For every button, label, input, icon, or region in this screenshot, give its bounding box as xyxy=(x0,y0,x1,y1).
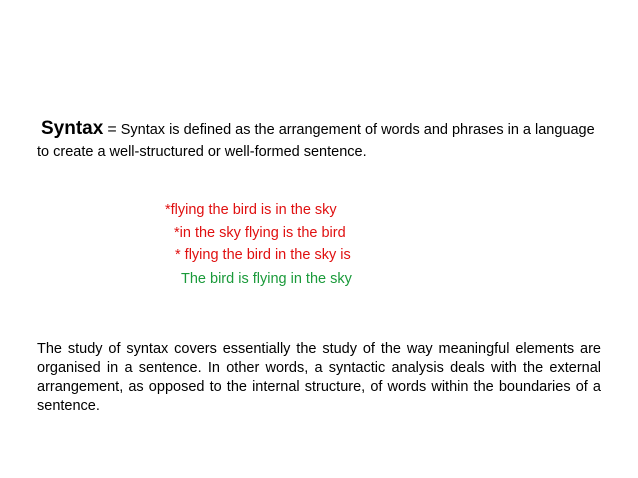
example-sentence-ungrammatical: *in the sky flying is the bird xyxy=(174,225,346,241)
syntax-definition xyxy=(37,118,607,163)
example-sentence-ungrammatical: *flying the bird is in the sky xyxy=(165,202,337,218)
definition-term: Syntax xyxy=(41,118,104,139)
definition-equals: = xyxy=(107,121,117,138)
syntax-study-paragraph: The study of syntax covers essentially the study of the way meaningful elements are organised in a sentence. In other words, a syntactic analysis deals with the external arrangement, as opposed to the internal structure, of words within the boundaries of a sentence. xyxy=(37,341,601,414)
example-sentence-grammatical: The bird is flying in the sky xyxy=(181,271,352,287)
definition-text: Syntax is defined as the arrangement of words and phrases in a language to create a well-structured or well-formed sentence. xyxy=(37,122,595,160)
example-sentence-ungrammatical: * flying the bird in the sky is xyxy=(175,247,351,263)
